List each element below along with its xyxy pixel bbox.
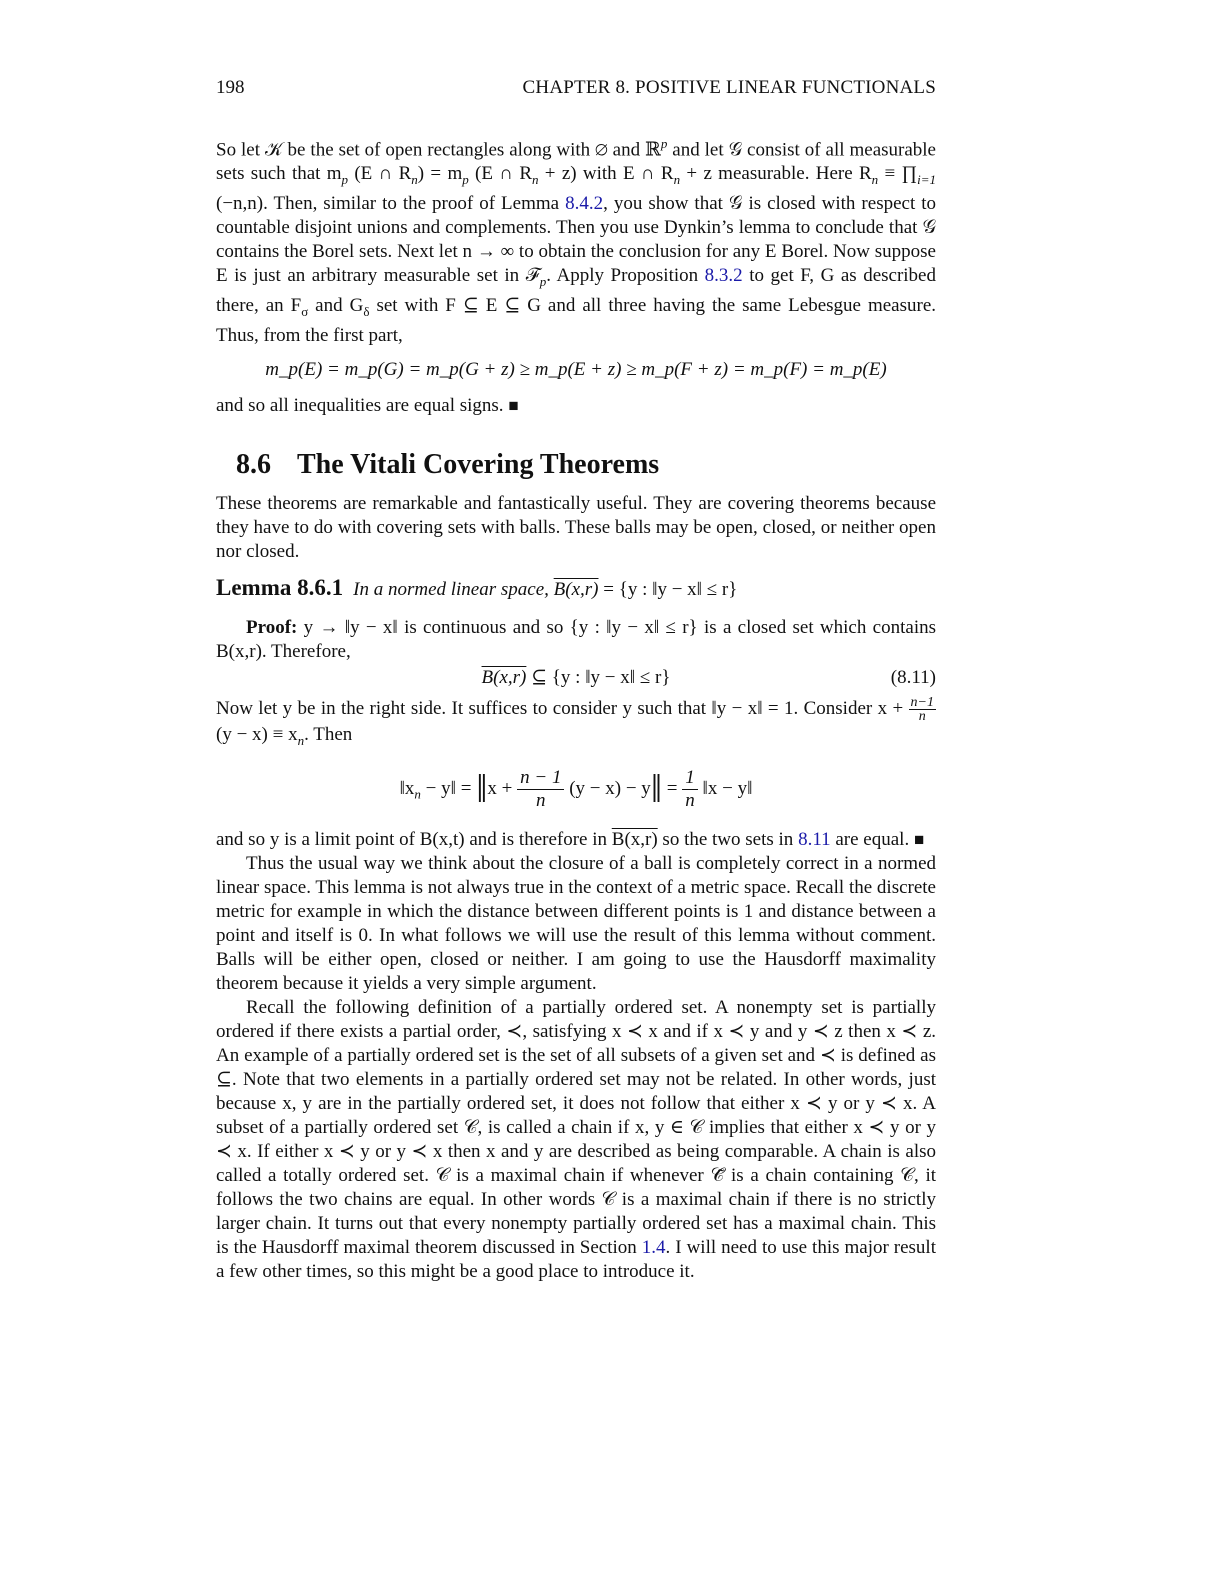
qed-icon: ■ — [913, 829, 925, 849]
proof-continued: Now let y be in the right side. It suffices to consider y such that ‖y − x‖ = 1. Consider x + $\frac{n-1}{n}$ $(y - x) \equiv x_n$. Then — [216, 694, 934, 748]
page-number: 198 — [216, 77, 245, 98]
proposition-link[interactable]: 8.3.2 — [704, 265, 743, 287]
lemma-link[interactable]: 8.4.2 — [565, 193, 604, 215]
qed-icon: ■ — [508, 395, 519, 415]
equation-measure-chain: m_p(E) = m_p(G) = m_p(G + z) ≥ m_p(E + z) ≥ m_p(F + z) = m_p(F) = m_p(E) — [265, 358, 887, 380]
paragraph-1: So let 𝒦 be the set of open rectangles along with ∅ and ℝ$^p$ and let 𝒢 consist of all measurable sets such that $m_p$ (E ∩ $R_n) = m_p$ (E ∩ $R_n + z$) with E ∩ $R_n + z$ measurable. Here $R_n$ ≡ $\prod_{i=1}$ (−n,n). Then, similar to the proof of Lemma 8.4.2, you show that 𝒢 is closed with respect to countable disjoint unions and complements. Then you use Dynkin’s lemma to conclude that 𝒢 contains the Borel sets. Next let n → ∞ to obtain the conclusion for any E Borel. Now suppose E is just an arbitrary measurable set in ℱ$_p$. Apply Proposition 8.3.2 to get F, G as described there, an $F_\sigma$ and $G_\delta$ set with F ⊆ E ⊆ G and all three having the same Lebesgue measure. Thus, from the first part, — [216, 136, 937, 346]
section-link[interactable]: 1.4 — [641, 1236, 666, 1258]
paragraph-4: Thus the usual way we think about the closure of a ball is completely correct in a normed linear space. This lemma is not always true in the context of a metric space. Recall the discrete metric for example in which the distance between different points is 1 and distance between a point and itself is 0. In what follows we will use the result of this lemma without comment. Balls will be either open, closed or neither. I am going to use the Hausdorff maximality theorem because it yields a very simple argument. — [216, 852, 936, 994]
chapter-title: CHAPTER 8. POSITIVE LINEAR FUNCTIONALS — [522, 77, 936, 98]
equation-8-11: B(x,r) ⊆ {y : ‖y − x‖ ≤ r} (8.11) — [481, 666, 936, 688]
lemma-label: Lemma 8.6.1 — [216, 574, 344, 600]
paragraph-5: Recall the following definition of a partially ordered set. A nonempty set is partially ordered if there exists a partial order, ≺, satisfying x ≺ x and if x ≺ y and y ≺ z then x ≺ z. An example of a partially ordered set is the set of all subsets of a given set and ≺ is defined as ⊆. Note that two elements in a partially ordered set may not be related. In other words, just because x, y are in the partially ordered set, it does not follow that either x ≺ y or y ≺ x. A subset of a partially ordered set 𝒞, is called a chain if x, y ∈ 𝒞 implies that either x ≺ y or y ≺ x. If either x ≺ y or y ≺ x then x and y are described as being comparable. A chain is also called a totally ordered set. 𝒞 is a maximal chain if whenever 𝒞̃ is a chain containing 𝒞, it follows the two chains are equal. In other words 𝒞 is a maximal chain if there is no strictly larger chain. It turns out that every nonempty partially ordered set has a maximal chain. This is the Hausdorff maximal theorem discussed in Section 1.4. I will need to use this major result a few other times, so this might be a good place to introduce it. — [216, 996, 936, 1282]
proof-label: Proof: — [246, 616, 298, 638]
section-title: The Vitali Covering Theorems — [297, 448, 660, 480]
display-equation: $‖x_n$ − y‖ = ‖x + $\frac{n - 1}{n}$ (y − x) − y‖ = $\frac{1}{n}$ ‖x − y‖ — [399, 766, 753, 812]
paragraph-3: These theorems are remarkable and fantastically useful. They are covering theorems because they have to do with covering sets with balls. These balls may be open, closed, or neither open nor closed. — [216, 492, 936, 562]
paragraph-2: and so all inequalities are equal signs. ■ — [216, 394, 519, 416]
section-heading — [236, 448, 936, 482]
proof-conclusion: and so y is a limit point of B(x,t) and is therefore in B(x,r) so the two sets in 8.11 are equal. ■ — [216, 828, 925, 850]
equation-label: (8.11) — [890, 666, 936, 688]
equation-link[interactable]: 8.11 — [798, 828, 831, 850]
page-body — [216, 132, 936, 1284]
lemma-statement: Lemma 8.6.1 In a normed linear space, B(x,r) = {y : ‖y − x‖ ≤ r} — [216, 574, 738, 600]
section-number: 8.6 — [236, 448, 271, 480]
proof: Proof: y → ‖y − x‖ is continuous and so {y : ‖y − x‖ ≤ r} is a closed set which contains B(x,r). Therefore, — [216, 616, 936, 662]
